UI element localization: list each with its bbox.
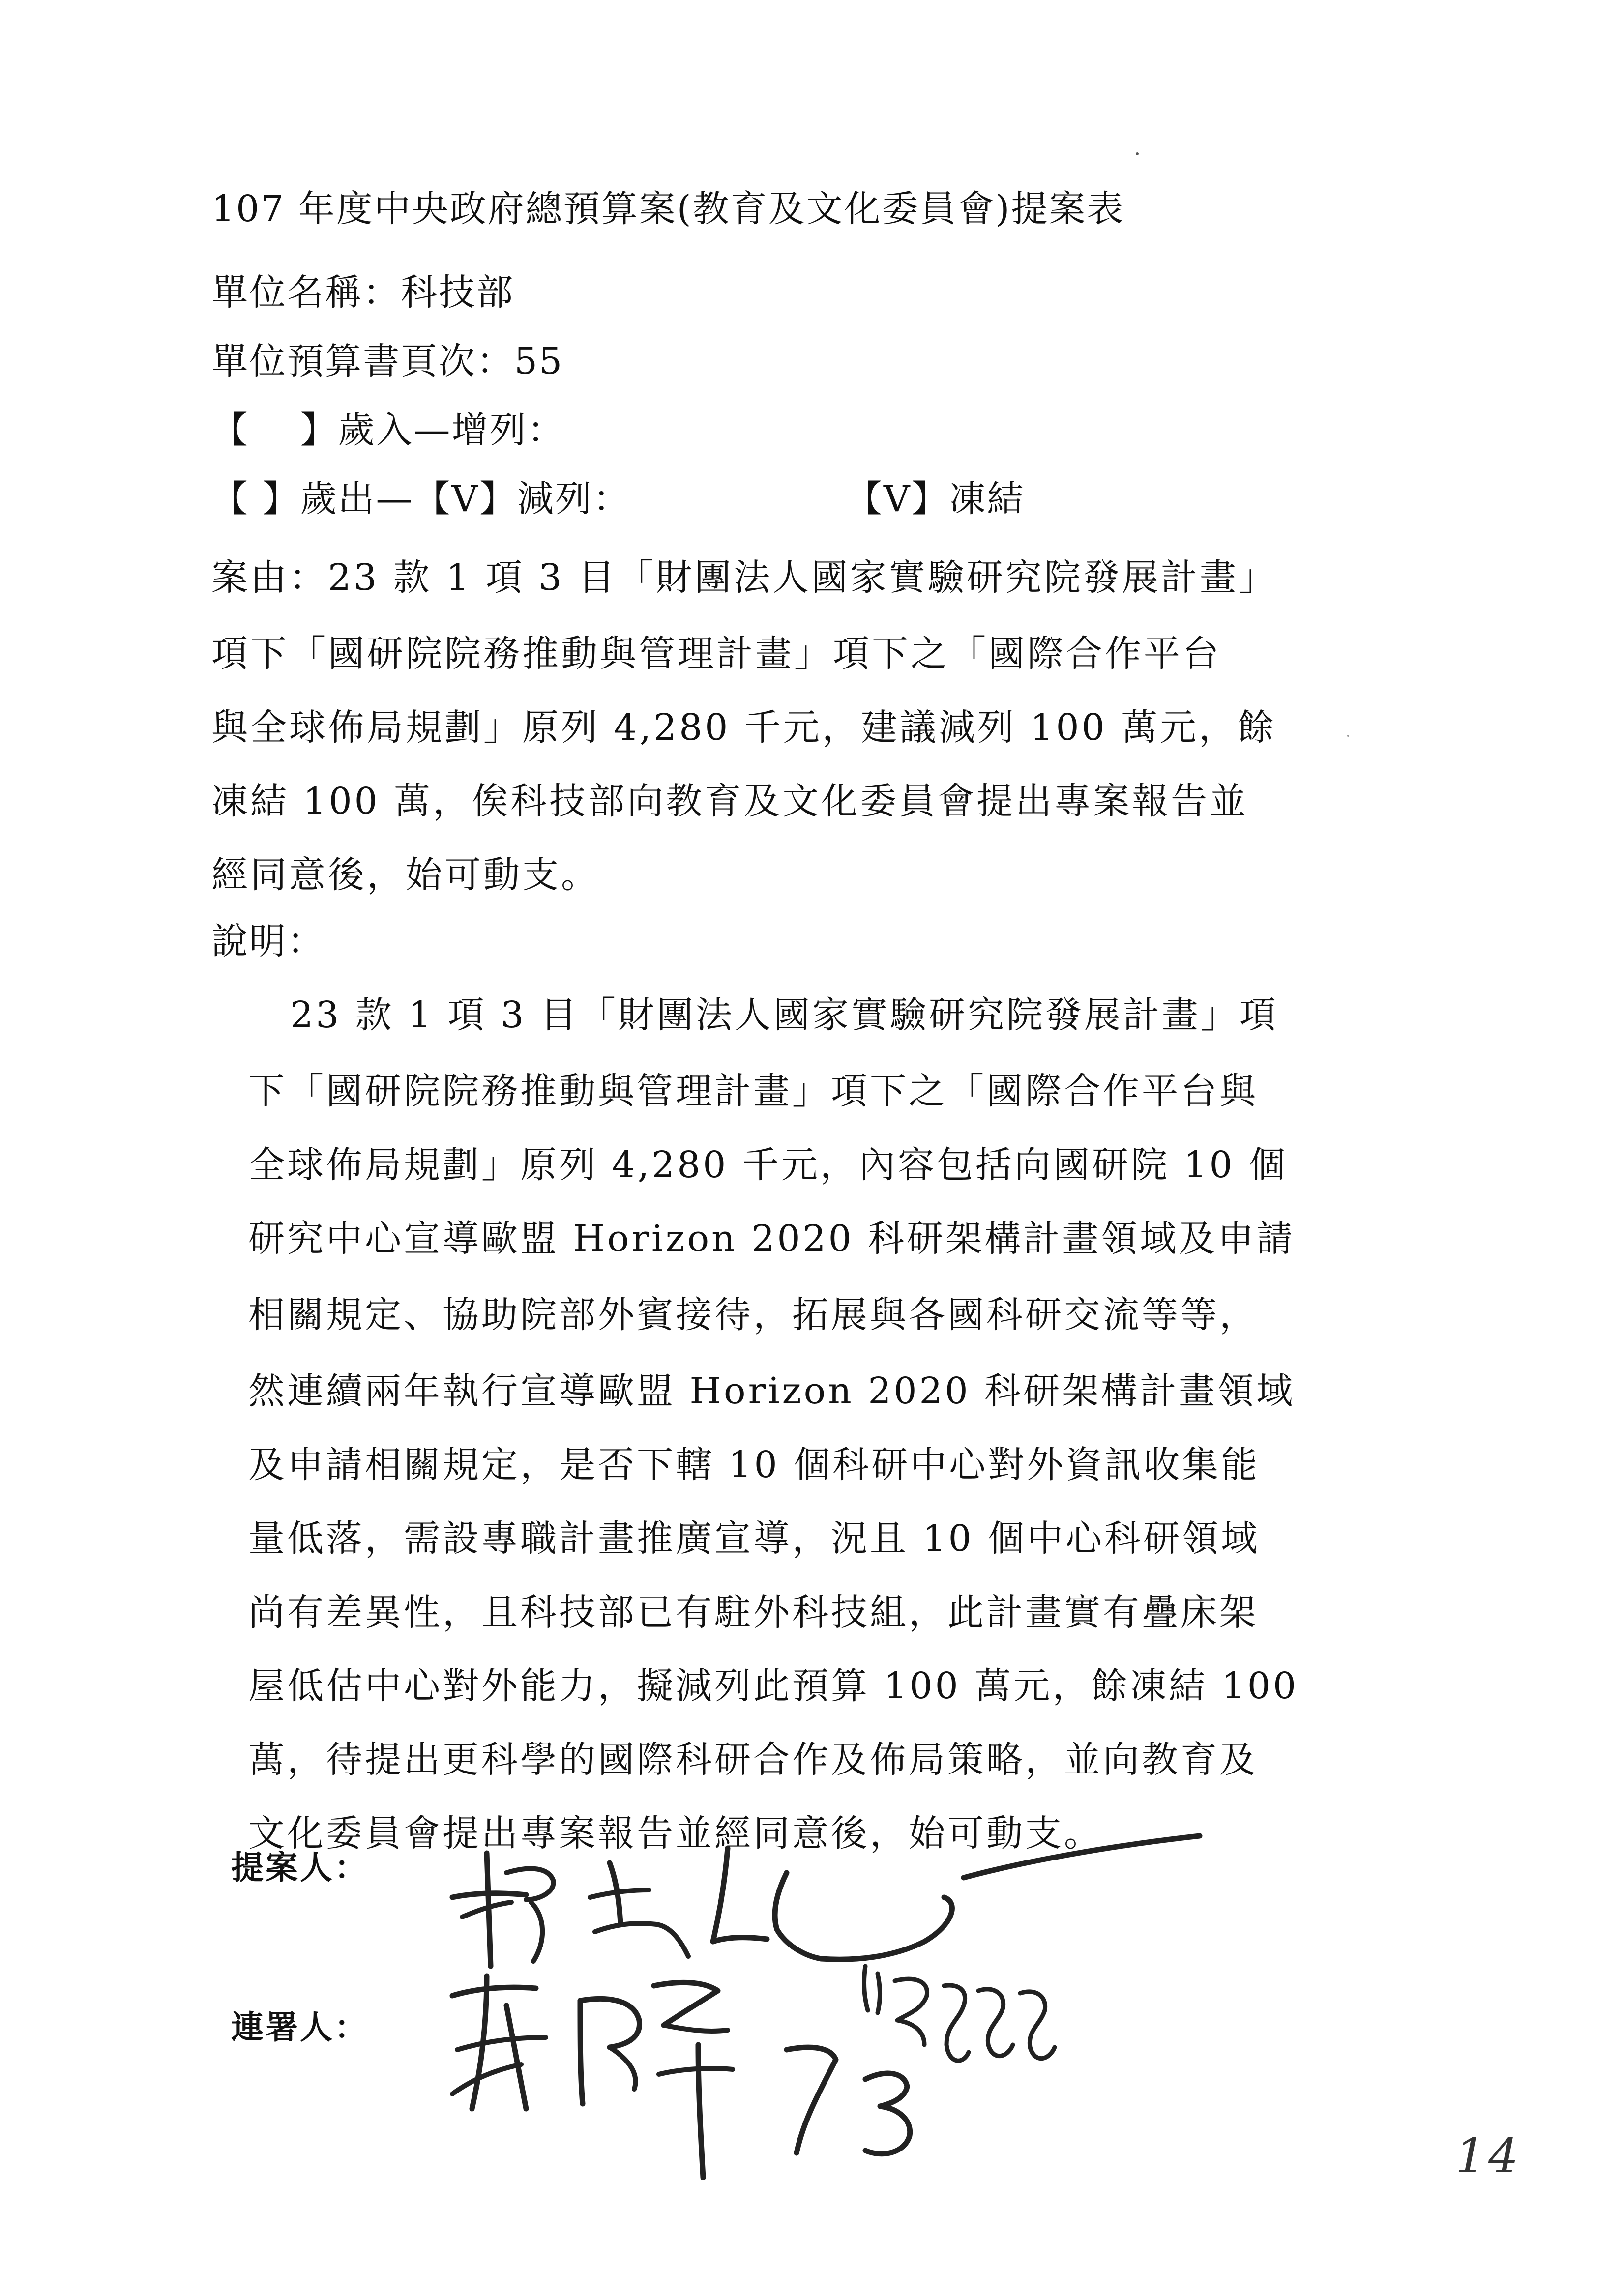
page-number: 14 [1455, 2128, 1522, 2183]
explanation-line: 23 款 1 項 3 目「財團法人國家實驗研究院發展計畫」項 [290, 994, 1278, 1036]
explanation-line: 研究中心宣導歐盟 Horizon 2020 科研架構計畫領域及申請 [248, 1218, 1296, 1260]
cosigner-label: 連署人： [231, 2008, 369, 2046]
explanation-line: 尚有差異性，且科技部已有駐外科技組，此計畫實有疊床架 [248, 1591, 1258, 1633]
document-title: 107 年度中央政府總預算案(教育及文化委員會)提案表 [211, 188, 1125, 230]
scan-speck [1347, 735, 1349, 737]
explanation-line: 及申請相關規定，是否下轄 10 個科研中心對外資訊收集能 [248, 1444, 1260, 1486]
cosigner-signature [433, 1947, 1146, 2202]
explanation-line: 屋低估中心對外能力，擬減列此預算 100 萬元，餘凍結 100 [248, 1665, 1299, 1707]
explanation-line: 萬，待提出更科學的國際科研合作及佈局策略，並向教育及 [248, 1739, 1258, 1781]
explanation-line: 量低落，需設專職計畫推廣宣導，況且 10 個中心科研領域 [248, 1517, 1260, 1560]
case-line: 經同意後，始可動支。 [211, 854, 600, 896]
unit-name: 單位名稱：科技部 [211, 271, 514, 314]
explanation-line: 然連續兩年執行宣導歐盟 Horizon 2020 科研架構計畫領域 [248, 1370, 1296, 1412]
revenue-option: 【 】歲入—增列： [211, 409, 565, 451]
scan-speck [1136, 152, 1139, 155]
proposer-label: 提案人： [231, 1849, 369, 1887]
explanation-line: 全球佈局規劃」原列 4,280 千元，內容包括向國研院 10 個 [248, 1144, 1288, 1186]
explanation-label: 說明： [211, 920, 325, 962]
explanation-line: 文化委員會提出專案報告並經同意後，始可動支。 [248, 1812, 1103, 1855]
freeze-option: 【V】凍結 [846, 478, 1025, 520]
explanation-line: 下「國研院院務推動與管理計畫」項下之「國際合作平台與 [248, 1070, 1258, 1112]
explanation-line: 相關規定、協助院部外賓接待，拓展與各國科研交流等等， [248, 1294, 1258, 1336]
budget-page: 單位預算書頁次：55 [211, 340, 564, 382]
case-line: 凍結 100 萬，俟科技部向教育及文化委員會提出專案報告並 [211, 780, 1249, 822]
case-line: 案由：23 款 1 項 3 目「財團法人國家實驗研究院發展計畫」 [211, 556, 1277, 599]
expenditure-option: 【 】歲出—【V】減列： [211, 478, 631, 520]
case-line: 與全球佈局規劃」原列 4,280 千元，建議減列 100 萬元，餘 [211, 706, 1277, 749]
case-line: 項下「國研院院務推動與管理計畫」項下之「國際合作平台 [211, 633, 1221, 675]
